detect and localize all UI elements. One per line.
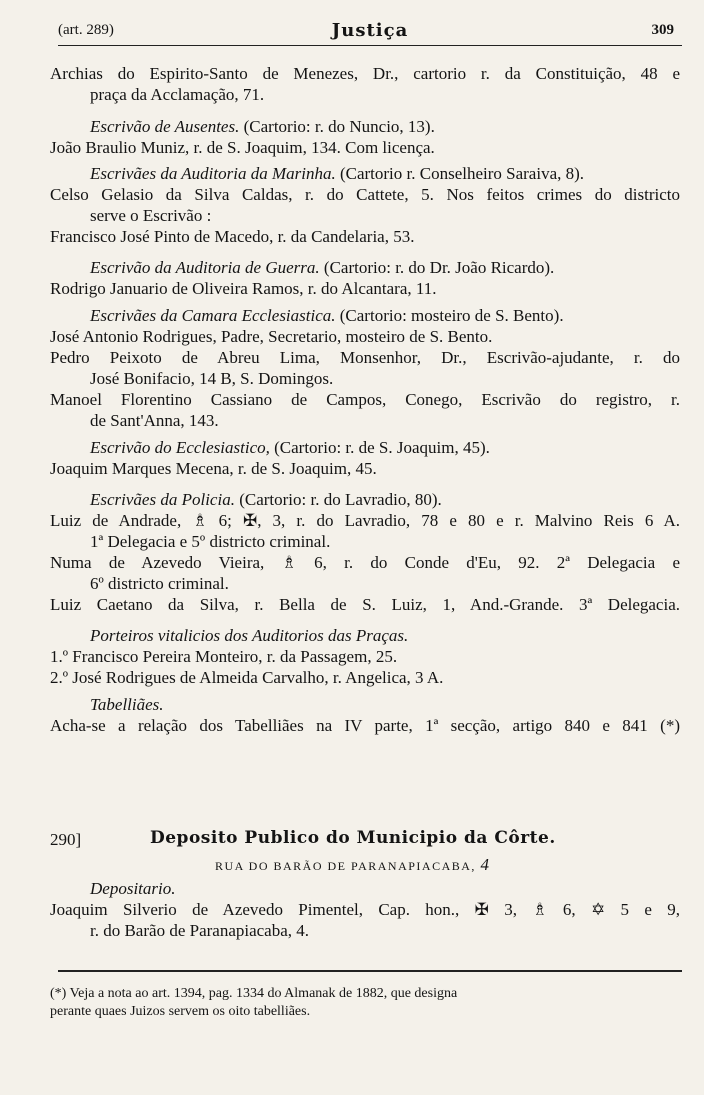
section-heading-line (90, 116, 435, 138)
entry-line: Numa de Azevedo Vieira, ♗ 6, r. do Conde d'Eu, 92. 2ª Delegacia e (50, 553, 680, 572)
article-number: 290] (50, 830, 82, 849)
entry-line: Manoel Florentino Cassiano de Campos, Conego, Escrivão do registro, r. (50, 390, 680, 409)
office-address: (Cartorio: r. do Lavradio, 80). (239, 490, 442, 509)
article-address-street: RUA DO BARÃO DE PARANAPIACABA, (215, 859, 476, 873)
office-address: (Cartorio: r. do Dr. João Ricardo). (323, 258, 555, 277)
entry-line: 1.º Francisco Pereira Monteiro, r. da Passagem, 25. (50, 647, 398, 666)
article-title: Deposito Publico do Municipio da Côrte. (150, 828, 556, 848)
section-heading-line (90, 163, 584, 185)
office-heading: Tabelliães. (90, 695, 164, 714)
article-reference: (art. 289) (58, 22, 114, 38)
entry-line: de Sant'Anna, 143. (90, 411, 219, 430)
section-heading-line (90, 257, 554, 279)
entry-line: José Bonifacio, 14 B, S. Domingos. (90, 369, 334, 388)
entry-line: Luiz de Andrade, ♗ 6; ✠, 3, r. do Lavradio, 78 e 80 e r. Malvino Reis 6 A. (50, 511, 680, 530)
office-heading: Escrivães da Camara Ecclesiastica. (90, 306, 336, 325)
entry-line: praça da Acclamação, 71. (90, 85, 265, 104)
entry-line: Acha-se a relação dos Tabelliães na IV parte, 1ª secção, artigo 840 e 841 (*) (50, 716, 680, 735)
office-address: (Cartorio: mosteiro de S. Bento). (339, 306, 564, 325)
section-heading-line (90, 489, 442, 511)
entry-line: Rodrigo Januario de Oliveira Ramos, r. do Alcantara, 11. (50, 279, 437, 298)
article-address (215, 855, 489, 875)
office-heading: Escrivão da Auditoria de Guerra. (90, 258, 320, 277)
entry-line: 1ª Delegacia e 5º districto criminal. (90, 532, 331, 551)
entry-line: Joaquim Silverio de Azevedo Pimentel, Cap. hon., ✠ 3, ♗ 6, ✡ 5 e 9, (50, 900, 680, 919)
entry-line: serve o Escrivão : (90, 206, 212, 225)
section-heading-line (90, 305, 564, 327)
entry-line: 2.º José Rodrigues de Almeida Carvalho, r. Angelica, 3 A. (50, 668, 444, 687)
entry-line: Luiz Caetano da Silva, r. Bella de S. Luiz, 1, And.-Grande. 3ª Delegacia. (50, 595, 680, 614)
header-rule (58, 45, 682, 46)
office-heading: Escrivães da Policia. (90, 490, 235, 509)
office-address: (Cartorio: r. do Nuncio, 13). (243, 117, 435, 136)
office-heading: Depositario. (90, 879, 176, 898)
entry-line: José Antonio Rodrigues, Padre, Secretario, mosteiro de S. Bento. (50, 327, 493, 346)
entry-line: 6º districto criminal. (90, 574, 229, 593)
entry-line: João Braulio Muniz, r. de S. Joaquim, 134. Com licença. (50, 138, 435, 157)
office-heading: Porteiros vitalicios dos Auditorios das Praças. (90, 626, 409, 645)
running-head (58, 22, 682, 42)
entry-line: Francisco José Pinto de Macedo, r. da Candelaria, 53. (50, 227, 415, 246)
footnote-line: (*) Veja a nota ao art. 1394, pag. 1334 do Almanak de 1882, que designa (50, 986, 458, 1001)
office-address: (Cartorio r. Conselheiro Saraiva, 8). (339, 164, 585, 183)
entry-line: Archias do Espirito-Santo de Menezes, Dr., cartorio r. da Constituição, 48 e (50, 64, 680, 83)
entry-line: r. do Barão de Paranapiacaba, 4. (90, 921, 310, 940)
article-address-number: 4 (480, 855, 489, 874)
footnote-rule (58, 970, 682, 972)
page-number: 309 (651, 22, 674, 38)
entry-line: Celso Gelasio da Silva Caldas, r. do Cattete, 5. Nos feitos crimes do districto (50, 185, 680, 204)
entry-line: Pedro Peixoto de Abreu Lima, Monsenhor, Dr., Escrivão-ajudante, r. do (50, 348, 680, 367)
footnote-line: perante quaes Juizos servem os oito tabelliães. (50, 1004, 311, 1019)
office-heading: Escrivão do Ecclesiastico, (90, 438, 270, 457)
chapter-title: Justiça (331, 20, 409, 41)
office-heading: Escrivão de Ausentes. (90, 117, 240, 136)
section-heading-line (90, 437, 490, 459)
entry-line: Joaquim Marques Mecena, r. de S. Joaquim, 45. (50, 459, 377, 478)
office-heading: Escrivães da Auditoria da Marinha. (90, 164, 336, 183)
office-address: (Cartorio: r. de S. Joaquim, 45). (274, 438, 490, 457)
